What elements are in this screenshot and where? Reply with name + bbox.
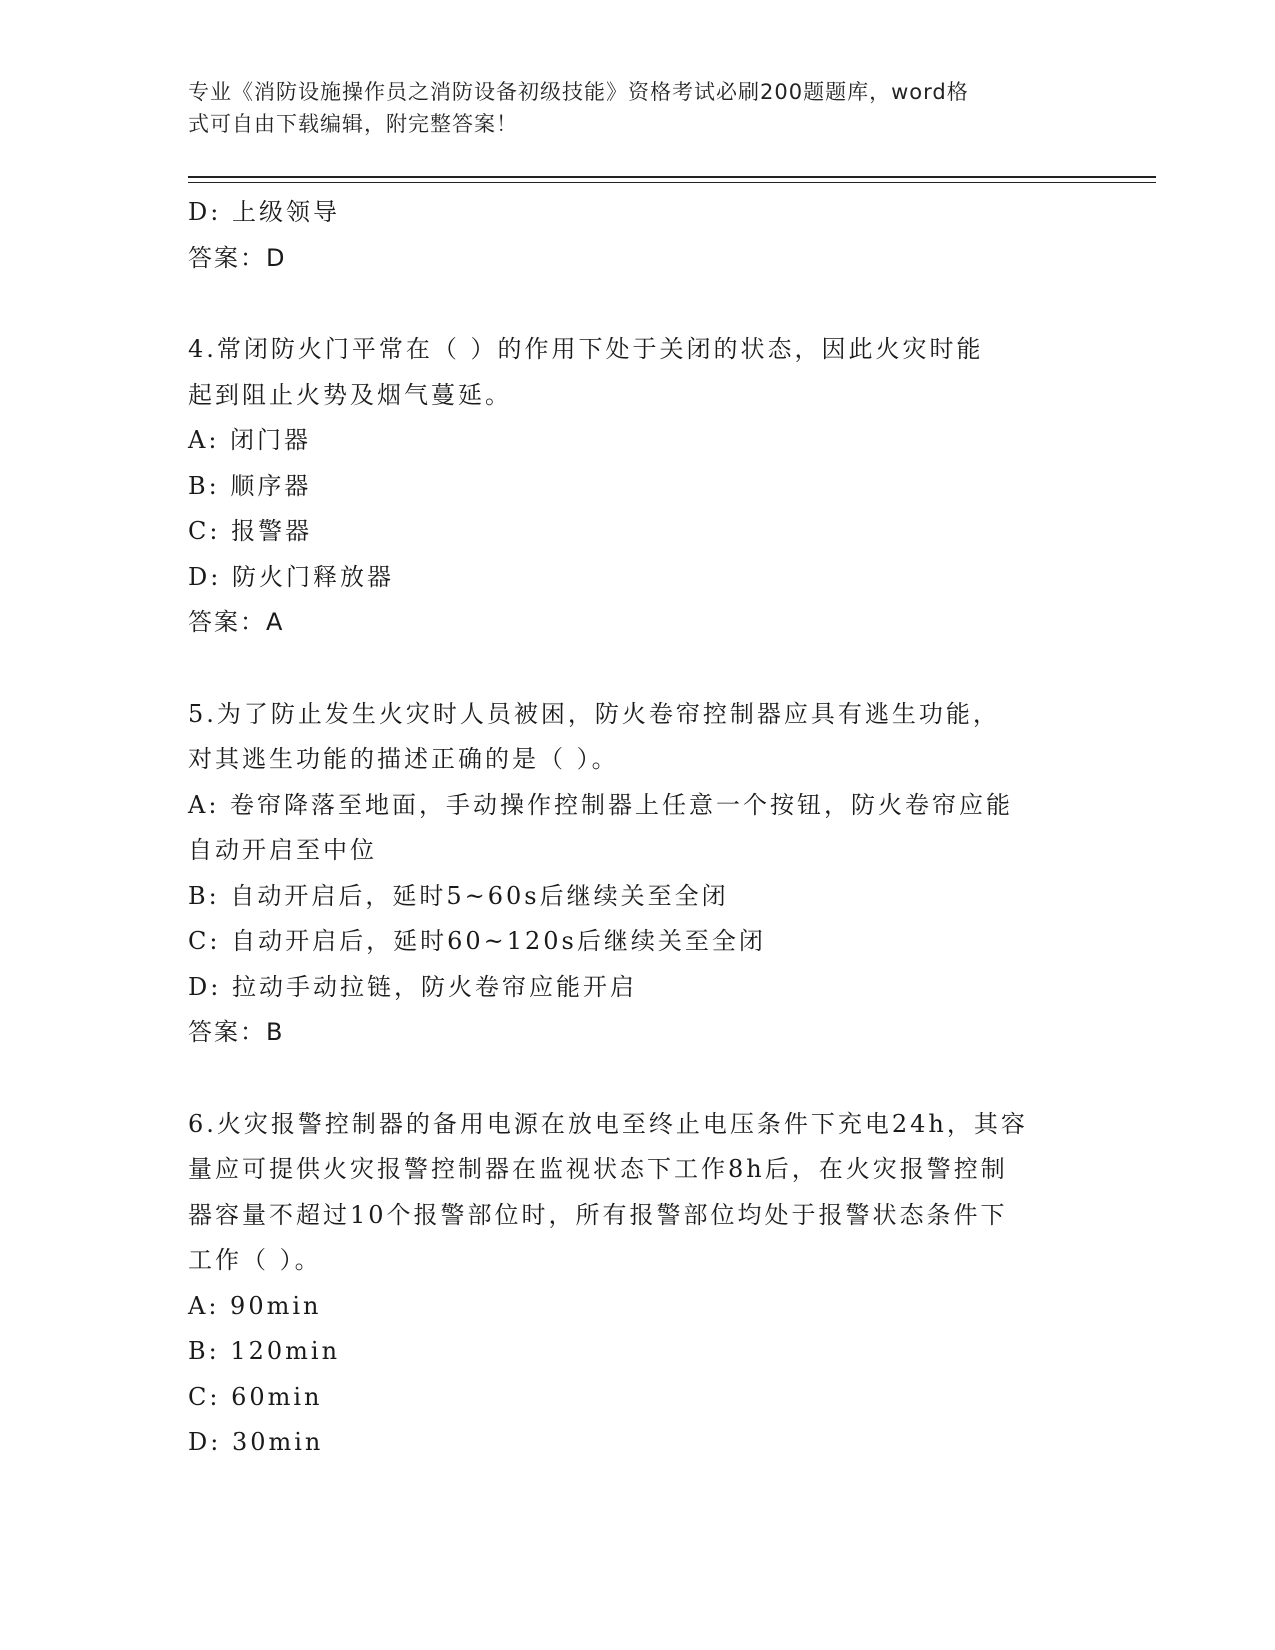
q4-option-c: C: 报警器 <box>188 517 313 545</box>
spacer <box>188 1056 1088 1102</box>
question-3-tail <box>188 190 1088 281</box>
q6-option-c: C: 60min <box>188 1382 323 1411</box>
spacer <box>188 646 1088 692</box>
header-line-2: 式可自由下载编辑，附完整答案！ <box>188 112 518 136</box>
q4-stem-line-1: 4.常闭防火门平常在（ ）的作用下处于关闭的状态，因此火灾时能 <box>188 335 984 363</box>
q6-option-d: D: 30min <box>188 1428 324 1456</box>
q5-option-a-line-2: 自动开启至中位 <box>188 836 377 864</box>
q5-option-d: D: 拉动手动拉链，防火卷帘应能开启 <box>188 972 637 1001</box>
q6-stem-line-2: 量应可提供火灾报警控制器在监视状态下工作8h后，在火灾报警控制 <box>188 1155 1008 1183</box>
q5-stem-line-2: 对其逃生功能的描述正确的是（ ）。 <box>188 745 619 773</box>
q6-option-a: A: 90min <box>188 1291 322 1320</box>
q5-answer: 答案：B <box>188 1018 285 1046</box>
spacer <box>188 281 1088 327</box>
question-6 <box>188 1102 1088 1466</box>
q4-option-d: D: 防火门释放器 <box>188 562 394 591</box>
document-header <box>188 76 1068 140</box>
q6-option-b: B: 120min <box>188 1337 341 1365</box>
q5-option-c: C: 自动开启后，延时60~120s后继续关至全闭 <box>188 927 766 955</box>
header-line-1: 专业《消防设施操作员之消防设备初级技能》资格考试必刷200题题库，word格 <box>188 80 969 104</box>
header-divider-thick <box>188 176 1156 178</box>
question-5 <box>188 692 1088 1056</box>
question-content <box>188 190 1088 1466</box>
q6-stem-line-4: 工作（ ）。 <box>188 1246 322 1274</box>
q4-stem-line-2: 起到阻止火势及烟气蔓延。 <box>188 380 512 409</box>
q5-option-b: B: 自动开启后，延时5~60s后继续关至全闭 <box>188 881 729 910</box>
q6-stem-line-1: 6.火灾报警控制器的备用电源在放电至终止电压条件下充电24h，其容 <box>188 1109 1028 1138</box>
q4-answer: 答案：A <box>188 608 285 636</box>
q3-option-d: D: 上级领导 <box>188 198 340 226</box>
q6-stem-line-3: 器容量不超过10个报警部位时，所有报警部位均处于报警状态条件下 <box>188 1200 1008 1229</box>
q3-answer: 答案：D <box>188 243 287 272</box>
question-4 <box>188 327 1088 646</box>
q5-option-a-line-1: A: 卷帘降落至地面，手动操作控制器上任意一个按钮，防火卷帘应能 <box>188 790 1014 819</box>
q4-option-a: A: 闭门器 <box>188 426 312 454</box>
header-divider-thin <box>188 182 1156 183</box>
q5-stem-line-1: 5.为了防止发生火灾时人员被困，防火卷帘控制器应具有逃生功能， <box>188 699 1000 728</box>
q4-option-b: B: 顺序器 <box>188 471 312 500</box>
